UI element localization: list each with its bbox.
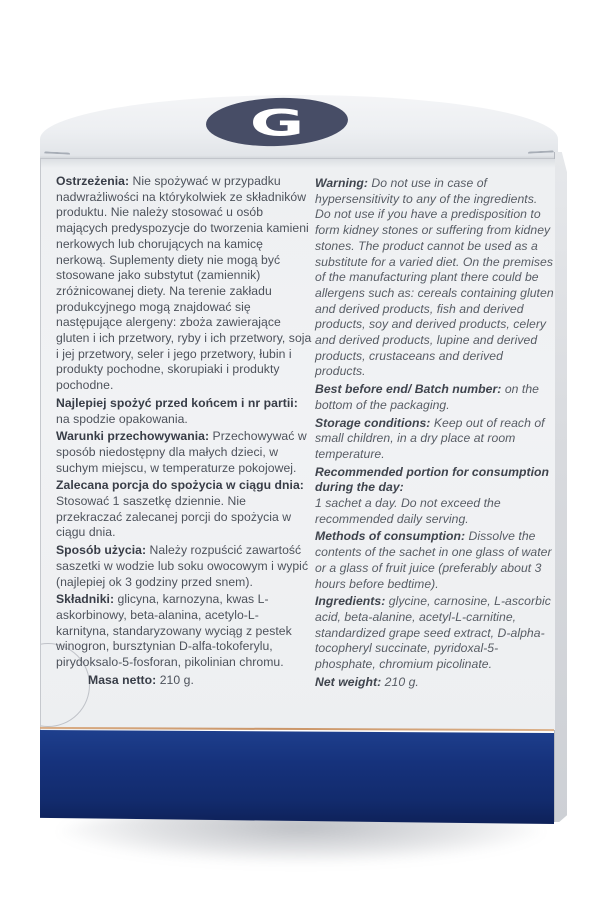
box-top-flap — [40, 95, 558, 159]
section-label: Zalecana porcja do spożycia w ciągu dnia: — [56, 478, 304, 493]
section-label: Net weight: — [315, 674, 382, 689]
section-label: Recommended portion for consumption during the day: — [315, 464, 549, 495]
brand-letter-g-icon: G — [249, 101, 305, 145]
section-text: 1 sachet a day. Do not exceed the recommended daily serving. — [315, 496, 501, 526]
net-weight-en — [315, 675, 555, 691]
section-label: Ingredients: — [315, 594, 386, 609]
section-label: Warning: — [315, 176, 368, 190]
ingredients-section-pl — [56, 592, 312, 671]
polish-text-column — [56, 174, 312, 691]
usage-section-en — [315, 529, 555, 592]
section-label: Masa netto: — [88, 672, 157, 687]
portion-section-en — [315, 465, 555, 528]
section-text: Nie spożywać w przypadku nadwrażliwości na którykolwiek ze składników produktu. Nie należy stosować u osób mających predyspozycje do tworzenia kamieni nerkowych lub chorujących na kamicę nerkową. Suplementy diety nie mogą być stosowane jako substytut (zamiennik) zróżnicowanej diety. Na terenie zakładu produkcyjnego mogą znajdować się następujące alergeny: zboża zawierające gluten i ich przetwory, ryby i ich przetwory, soja i jej przetwory, seler i jego przetwory, łubin i produkty pochodne, skorupiaki i produkty pochodne. — [56, 174, 312, 393]
section-label: Ostrzeżenia: — [56, 174, 130, 188]
section-text: Dissolve the contents of the sachet in one glass of water or a glass of fruit juice (preferably about 3 hours before bedtime). — [315, 529, 552, 591]
section-label: Sposób użycia: — [56, 543, 147, 558]
section-label: Methods of consumption: — [315, 529, 466, 544]
section-text: 210 g. — [384, 674, 419, 689]
section-text: glycine, carnosine, L-ascorbic acid, beta-alanine, acetyl-L-carnitine, standardized grape seed extract, D-alpha-tocopheryl succinate, pyridoxal-5-phosphate, chromium picolinate. — [315, 594, 551, 672]
best-before-section-en — [315, 382, 555, 413]
section-text: Keep out of reach of small children, in a dry place at room temperature. — [315, 415, 545, 461]
section-label: Best before end/ Batch number: — [315, 382, 502, 397]
section-label: Storage conditions: — [315, 415, 431, 430]
warnings-section-en — [315, 176, 555, 380]
warnings-section-pl — [56, 174, 312, 394]
section-text: Stosować 1 saszetkę dziennie. Nie przekraczać zalecanej porcji do spożycia w ciągu dnia. — [56, 494, 292, 540]
section-label: Składniki: — [56, 592, 115, 607]
section-text: na spodzie opakowania. — [56, 411, 188, 426]
section-text: Należy rozpuścić zawartość saszetki w wodzie lub soku owocowym i wypić (najlepiej ok 3 godziny przed snem). — [56, 543, 309, 589]
usage-section-pl — [56, 543, 312, 590]
section-label: Najlepiej spożyć przed końcem i nr partii: — [56, 395, 298, 410]
net-weight-pl — [88, 673, 312, 689]
section-text: 210 g. — [159, 672, 194, 687]
best-before-section-pl — [56, 396, 312, 427]
storage-section-pl — [56, 429, 312, 476]
storage-section-en — [315, 416, 555, 463]
section-text: glicyna, karnozyna, kwas L-askorbinowy, beta-alanina, acetylo-L-karnityna, standaryzowany wyciąg z pestek winogron, bursztynian D-alfa-tokoferylu, pirydoksalo-5-fosforan, pikolinian chromu. — [56, 592, 292, 670]
english-text-column — [315, 176, 555, 693]
brand-logo — [203, 96, 351, 150]
box-right-side-edge — [554, 152, 567, 822]
section-text: Przechowywać w sposób niedostępny dla małych dzieci, w suchym miejscu, w temperaturze pokojowej. — [56, 429, 307, 475]
bottom-blue-band — [40, 730, 554, 824]
portion-section-pl — [56, 478, 312, 541]
section-text: on the bottom of the packaging. — [315, 382, 539, 412]
section-text: Do not use in case of hypersensitivity to any of the ingredients. Do not use if you have a predisposition to form kidney stones or suffering from kidney stones. The product cannot be used as a substitute for a varied diet. On the premises of the manufacturing plant there could be allergens such as: cereals containing gluten and derived products, fish and derived products, soy and derived products, celery and derived products, lupine and derived products, crustaceans and derived products. — [315, 176, 554, 379]
ingredients-section-en — [315, 594, 555, 673]
section-label: Warunki przechowywania: — [56, 429, 210, 444]
